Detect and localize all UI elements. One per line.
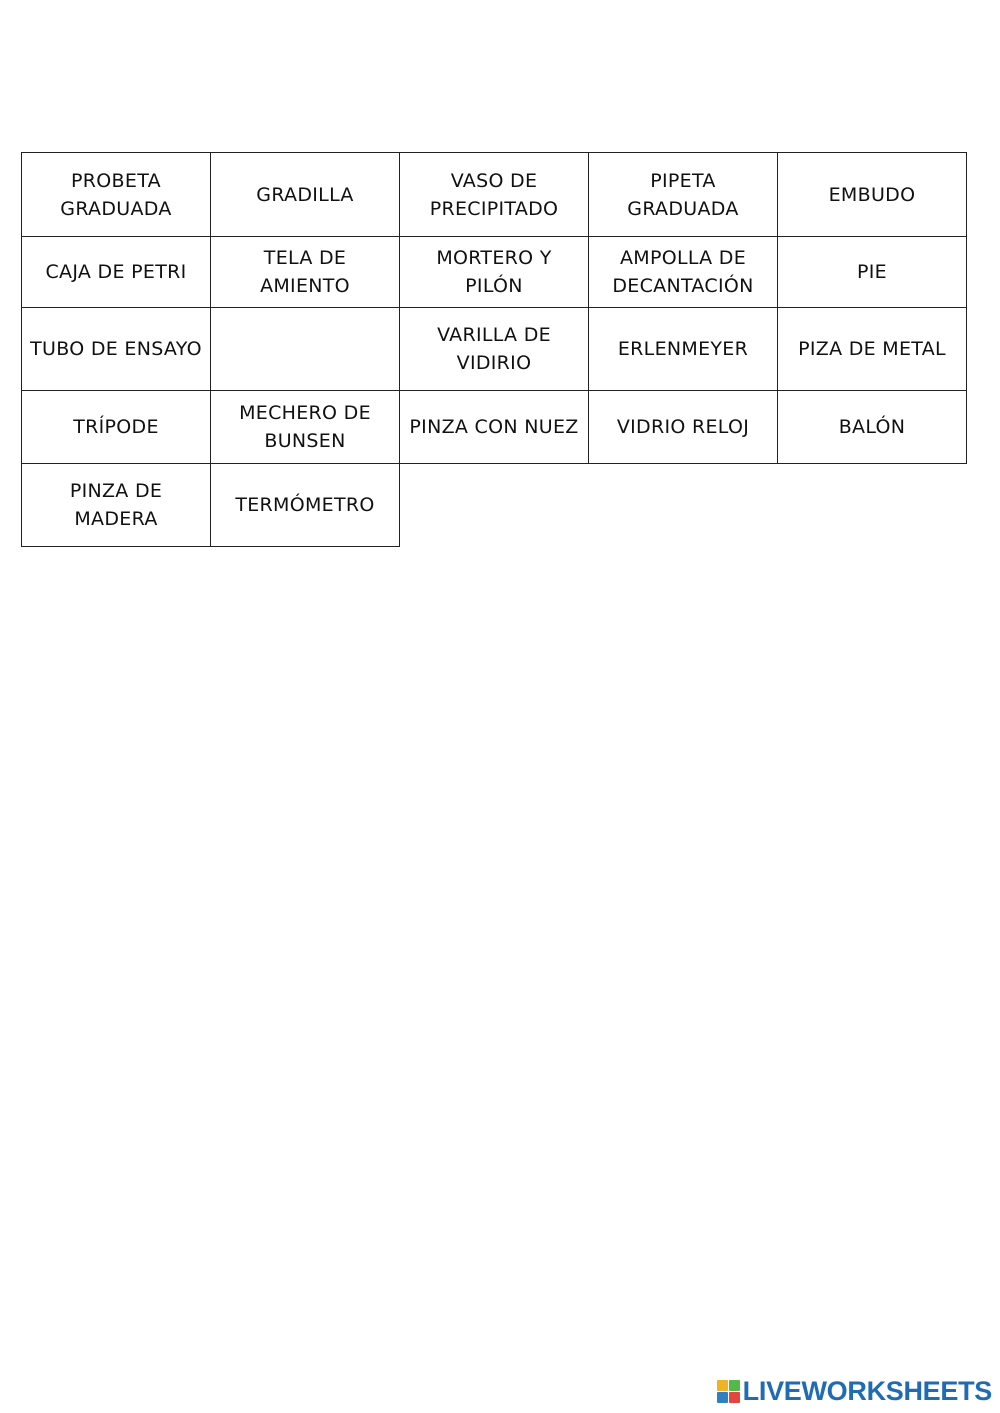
grid-cell: PINZA CON NUEZ: [400, 391, 589, 464]
grid-cell: EMBUDO: [778, 153, 967, 237]
grid-row: [22, 153, 967, 237]
blank-space: [589, 464, 778, 547]
grid-row: [22, 391, 967, 464]
logo-square: [717, 1392, 728, 1403]
liveworksheets-logo: [717, 1376, 992, 1407]
grid-cell: VARILLA DE VIDIRIO: [400, 308, 589, 391]
grid-cell: PIZA DE METAL: [778, 308, 967, 391]
grid-cell: TERMÓMETRO: [211, 464, 400, 547]
grid-cell-empty: [211, 308, 400, 391]
logo-square: [717, 1380, 728, 1391]
grid-cell: VASO DE PRECIPITADO: [400, 153, 589, 237]
grid-row: [22, 464, 967, 547]
grid-cell: PIPETA GRADUADA: [589, 153, 778, 237]
grid-cell: AMPOLLA DE DECANTACIÓN: [589, 237, 778, 308]
grid-cell: TUBO DE ENSAYO: [22, 308, 211, 391]
logo-square: [729, 1392, 740, 1403]
grid-cell: PROBETA GRADUADA: [22, 153, 211, 237]
grid-cell: MECHERO DE BUNSEN: [211, 391, 400, 464]
logo-squares-icon: [717, 1380, 740, 1403]
grid-cell: MORTERO Y PILÓN: [400, 237, 589, 308]
logo-text: LIVEWORKSHEETS: [742, 1376, 992, 1406]
grid-row: [22, 237, 967, 308]
grid-cell: ERLENMEYER: [589, 308, 778, 391]
grid-cell: TRÍPODE: [22, 391, 211, 464]
grid-cell: GRADILLA: [211, 153, 400, 237]
grid-cell: PINZA DE MADERA: [22, 464, 211, 547]
logo-square: [729, 1380, 740, 1391]
grid-cell: TELA DE AMIENTO: [211, 237, 400, 308]
word-grid: [21, 152, 967, 547]
grid-cell: CAJA DE PETRI: [22, 237, 211, 308]
grid-row: [22, 308, 967, 391]
blank-space: [778, 464, 967, 547]
grid-cell: BALÓN: [778, 391, 967, 464]
grid-cell: VIDRIO RELOJ: [589, 391, 778, 464]
grid-cell: PIE: [778, 237, 967, 308]
blank-space: [400, 464, 589, 547]
